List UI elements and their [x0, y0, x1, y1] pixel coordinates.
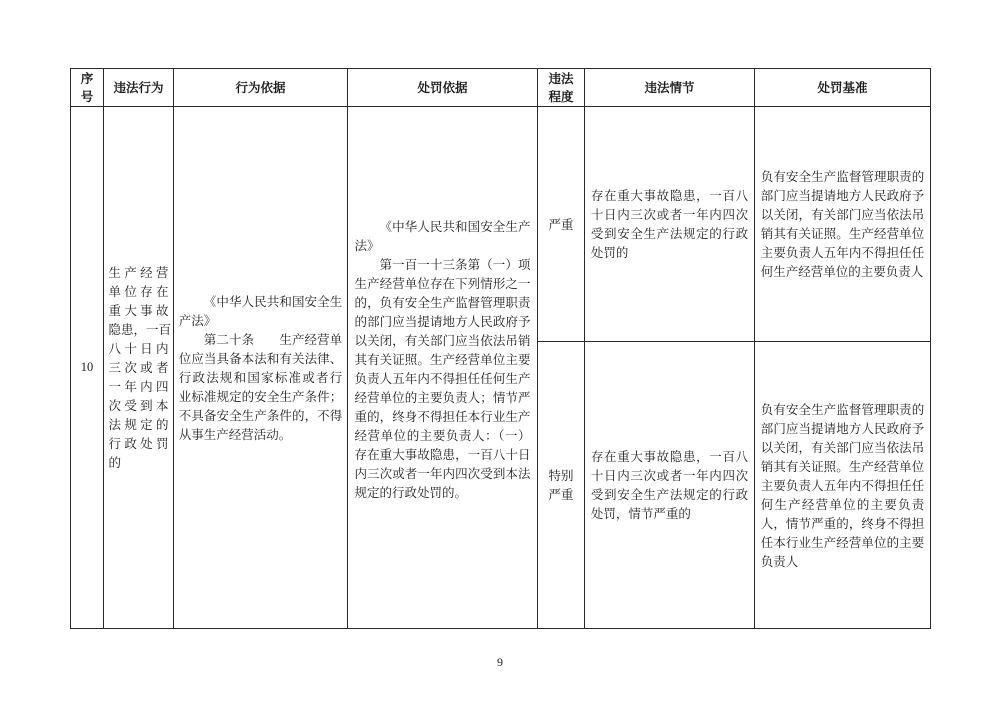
penalty-standard-text-line: 销其有关证照。生产经营单位 — [760, 226, 925, 241]
penalty-basis-cell — [348, 107, 537, 628]
circumstances-text-severe — [591, 186, 748, 262]
header-severity-label: 违法程度 — [548, 70, 574, 104]
penalty-basis-law-title — [355, 217, 531, 255]
penalty-standard-cell-especially-severe — [755, 342, 930, 628]
header-violation-label: 违法行为 — [113, 79, 164, 95]
penalty-standard-text-line: 人，情节严重的，终身不得担 — [760, 515, 925, 531]
header-severity-cell — [538, 69, 584, 106]
circumstances-text-line: 受到安全生产法规定的行政 — [590, 487, 749, 502]
penalty-standard-text-line: 负有安全生产监督管理职责的 — [760, 401, 925, 417]
penalty-basis-article-line: 内三次或者一年内四次受到本法 — [354, 466, 531, 481]
violation-text-line: 一年内四 — [108, 379, 169, 394]
circumstances-cell-severe — [585, 107, 754, 341]
conduct-basis-article-line: 第二十条 生产经营单 — [203, 331, 343, 347]
penalty-standard-text-severe — [761, 167, 925, 281]
penalty-standard-text-line: 负有安全生产监督管理职责的 — [760, 169, 925, 184]
header-penalty-basis-cell — [348, 69, 537, 106]
header-violation-cell — [104, 69, 173, 106]
penalty-standard-text-line: 部门应当提请地方人民政府予 — [760, 420, 925, 436]
header-penalty-standard-cell — [755, 69, 930, 106]
penalty-standard-text-line: 负责人 — [760, 553, 799, 569]
penalty-standard-text-line: 何生产经营单位的主要负责 — [760, 496, 925, 512]
penalty-basis-law-title-line: 《中华人民共和国安全生产 — [379, 219, 531, 234]
conduct-basis-article-line: 位应当具备本法和有关法律、 — [178, 350, 343, 366]
violation-text-line: 的 — [108, 455, 122, 470]
circumstances-text-line: 处罚的 — [590, 245, 629, 260]
penalty-basis-text — [355, 217, 531, 502]
penalty-standard-text-line: 主要负责人五年内不得担任任 — [760, 245, 925, 260]
violation-text-line: 隐患，一百 — [108, 322, 172, 337]
violation-text-line: 行政处罚 — [108, 436, 169, 451]
severity-cell-severe — [538, 107, 584, 341]
penalty-basis-article-line: 以关闭，有关部门应当依法吊销 — [354, 333, 531, 348]
violation-text-line: 八十日内 — [108, 341, 169, 356]
circumstances-text-line: 十日内三次或者一年内四次 — [590, 468, 749, 483]
circumstances-cell-especially-severe — [585, 342, 754, 628]
circumstances-text-especially-severe — [591, 447, 748, 523]
conduct-basis-cell — [174, 107, 347, 628]
penalty-standard-text-line: 部门应当提请地方人民政府予 — [760, 188, 925, 203]
penalty-standard-text-line: 主要负责人五年内不得担任任 — [760, 477, 925, 493]
conduct-basis-article-line: 不具备安全生产条件的，不得 — [178, 407, 343, 423]
penalty-basis-article-line: 生产经营单位存在下列情形之一 — [354, 276, 531, 291]
conduct-basis-article — [179, 330, 343, 444]
penalty-standard-table — [70, 68, 931, 629]
penalty-basis-article-line: 其有关证照。生产经营单位主要 — [354, 352, 531, 367]
penalty-basis-article-line: 的，负有安全生产监督管理职责 — [354, 295, 531, 310]
header-penalty-basis-label: 处罚依据 — [417, 79, 468, 95]
row-index-cell — [71, 107, 103, 628]
violation-text-line: 法规定的 — [108, 417, 169, 432]
penalty-standard-text-line: 以关闭，有关部门应当依法吊 — [760, 207, 925, 222]
conduct-basis-article-line: 行政法规和国家标准或者行 — [178, 369, 343, 385]
penalty-basis-article-line: 的部门应当提请地方人民政府予 — [354, 314, 531, 329]
penalty-basis-article — [355, 255, 531, 502]
circumstances-text-line: 十日内三次或者一年内四次 — [590, 207, 749, 222]
violation-text — [108, 263, 172, 472]
row-index: 10 — [80, 360, 94, 374]
penalty-basis-article-line: 规定的行政处罚的。 — [354, 485, 468, 500]
violation-text-line: 三次或者 — [108, 360, 169, 375]
penalty-basis-article-line: 负责人五年内不得担任任何生产 — [354, 371, 531, 386]
conduct-basis-law-title — [179, 292, 343, 330]
circumstances-text-line: 存在重大事故隐患，一百八 — [590, 188, 749, 203]
violation-cell — [104, 107, 173, 628]
penalty-standard-cell-severe — [755, 107, 930, 341]
penalty-basis-law-title-line: 法》 — [354, 238, 380, 253]
penalty-standard-text-line: 何生产经营单位的主要负责人 — [760, 264, 924, 279]
severity-cell-especially-severe — [538, 342, 584, 628]
penalty-basis-article-line: 第一百一十三条第（一）项 — [379, 257, 531, 272]
penalty-basis-article-line: 重的，终身不得担任本行业生产 — [354, 409, 531, 424]
conduct-basis-law-title-line: 《中华人民共和国安全生 — [203, 293, 343, 309]
violation-text-line: 重大事故 — [108, 303, 169, 318]
header-index-cell — [71, 69, 103, 106]
header-conduct-basis-label: 行为依据 — [235, 79, 286, 95]
conduct-basis-article-line: 从事生产经营活动。 — [178, 426, 292, 442]
circumstances-text-line: 处罚，情节严重的 — [590, 506, 691, 521]
penalty-basis-article-line: 经营单位的主要负责人；情节严 — [354, 390, 531, 405]
severity-label-especially-severe: 特别严重 — [548, 468, 574, 502]
page-number: 9 — [497, 655, 503, 669]
penalty-standard-text-line: 销其有关证照。生产经营单位 — [760, 458, 925, 474]
conduct-basis-text — [179, 292, 343, 444]
header-index-label: 序号 — [80, 70, 94, 104]
header-penalty-standard-label: 处罚基准 — [817, 79, 868, 95]
penalty-standard-text-line: 以关闭，有关部门应当依法吊 — [760, 439, 925, 455]
violation-text-line: 单位存在 — [108, 284, 169, 299]
header-circumstances-cell — [585, 69, 754, 106]
circumstances-text-line: 存在重大事故隐患，一百八 — [590, 449, 749, 464]
conduct-basis-article-line: 业标准规定的安全生产条件； — [178, 388, 343, 404]
violation-text-line: 生产经营 — [108, 265, 169, 280]
circumstances-text-line: 受到安全生产法规定的行政 — [590, 226, 749, 241]
penalty-basis-article-line: 存在重大事故隐患，一百八十日 — [354, 447, 531, 462]
conduct-basis-law-title-line: 产法》 — [178, 312, 217, 328]
severity-label-severe: 严重 — [548, 216, 574, 232]
penalty-standard-text-especially-severe — [761, 400, 925, 571]
header-circumstances-label: 违法情节 — [644, 79, 695, 95]
penalty-basis-article-line: 经营单位的主要负责人：（一） — [354, 428, 531, 443]
penalty-standard-text-line: 任本行业生产经营单位的主要 — [760, 534, 925, 550]
violation-text-line: 次受到本 — [108, 398, 169, 413]
header-conduct-basis-cell — [174, 69, 347, 106]
